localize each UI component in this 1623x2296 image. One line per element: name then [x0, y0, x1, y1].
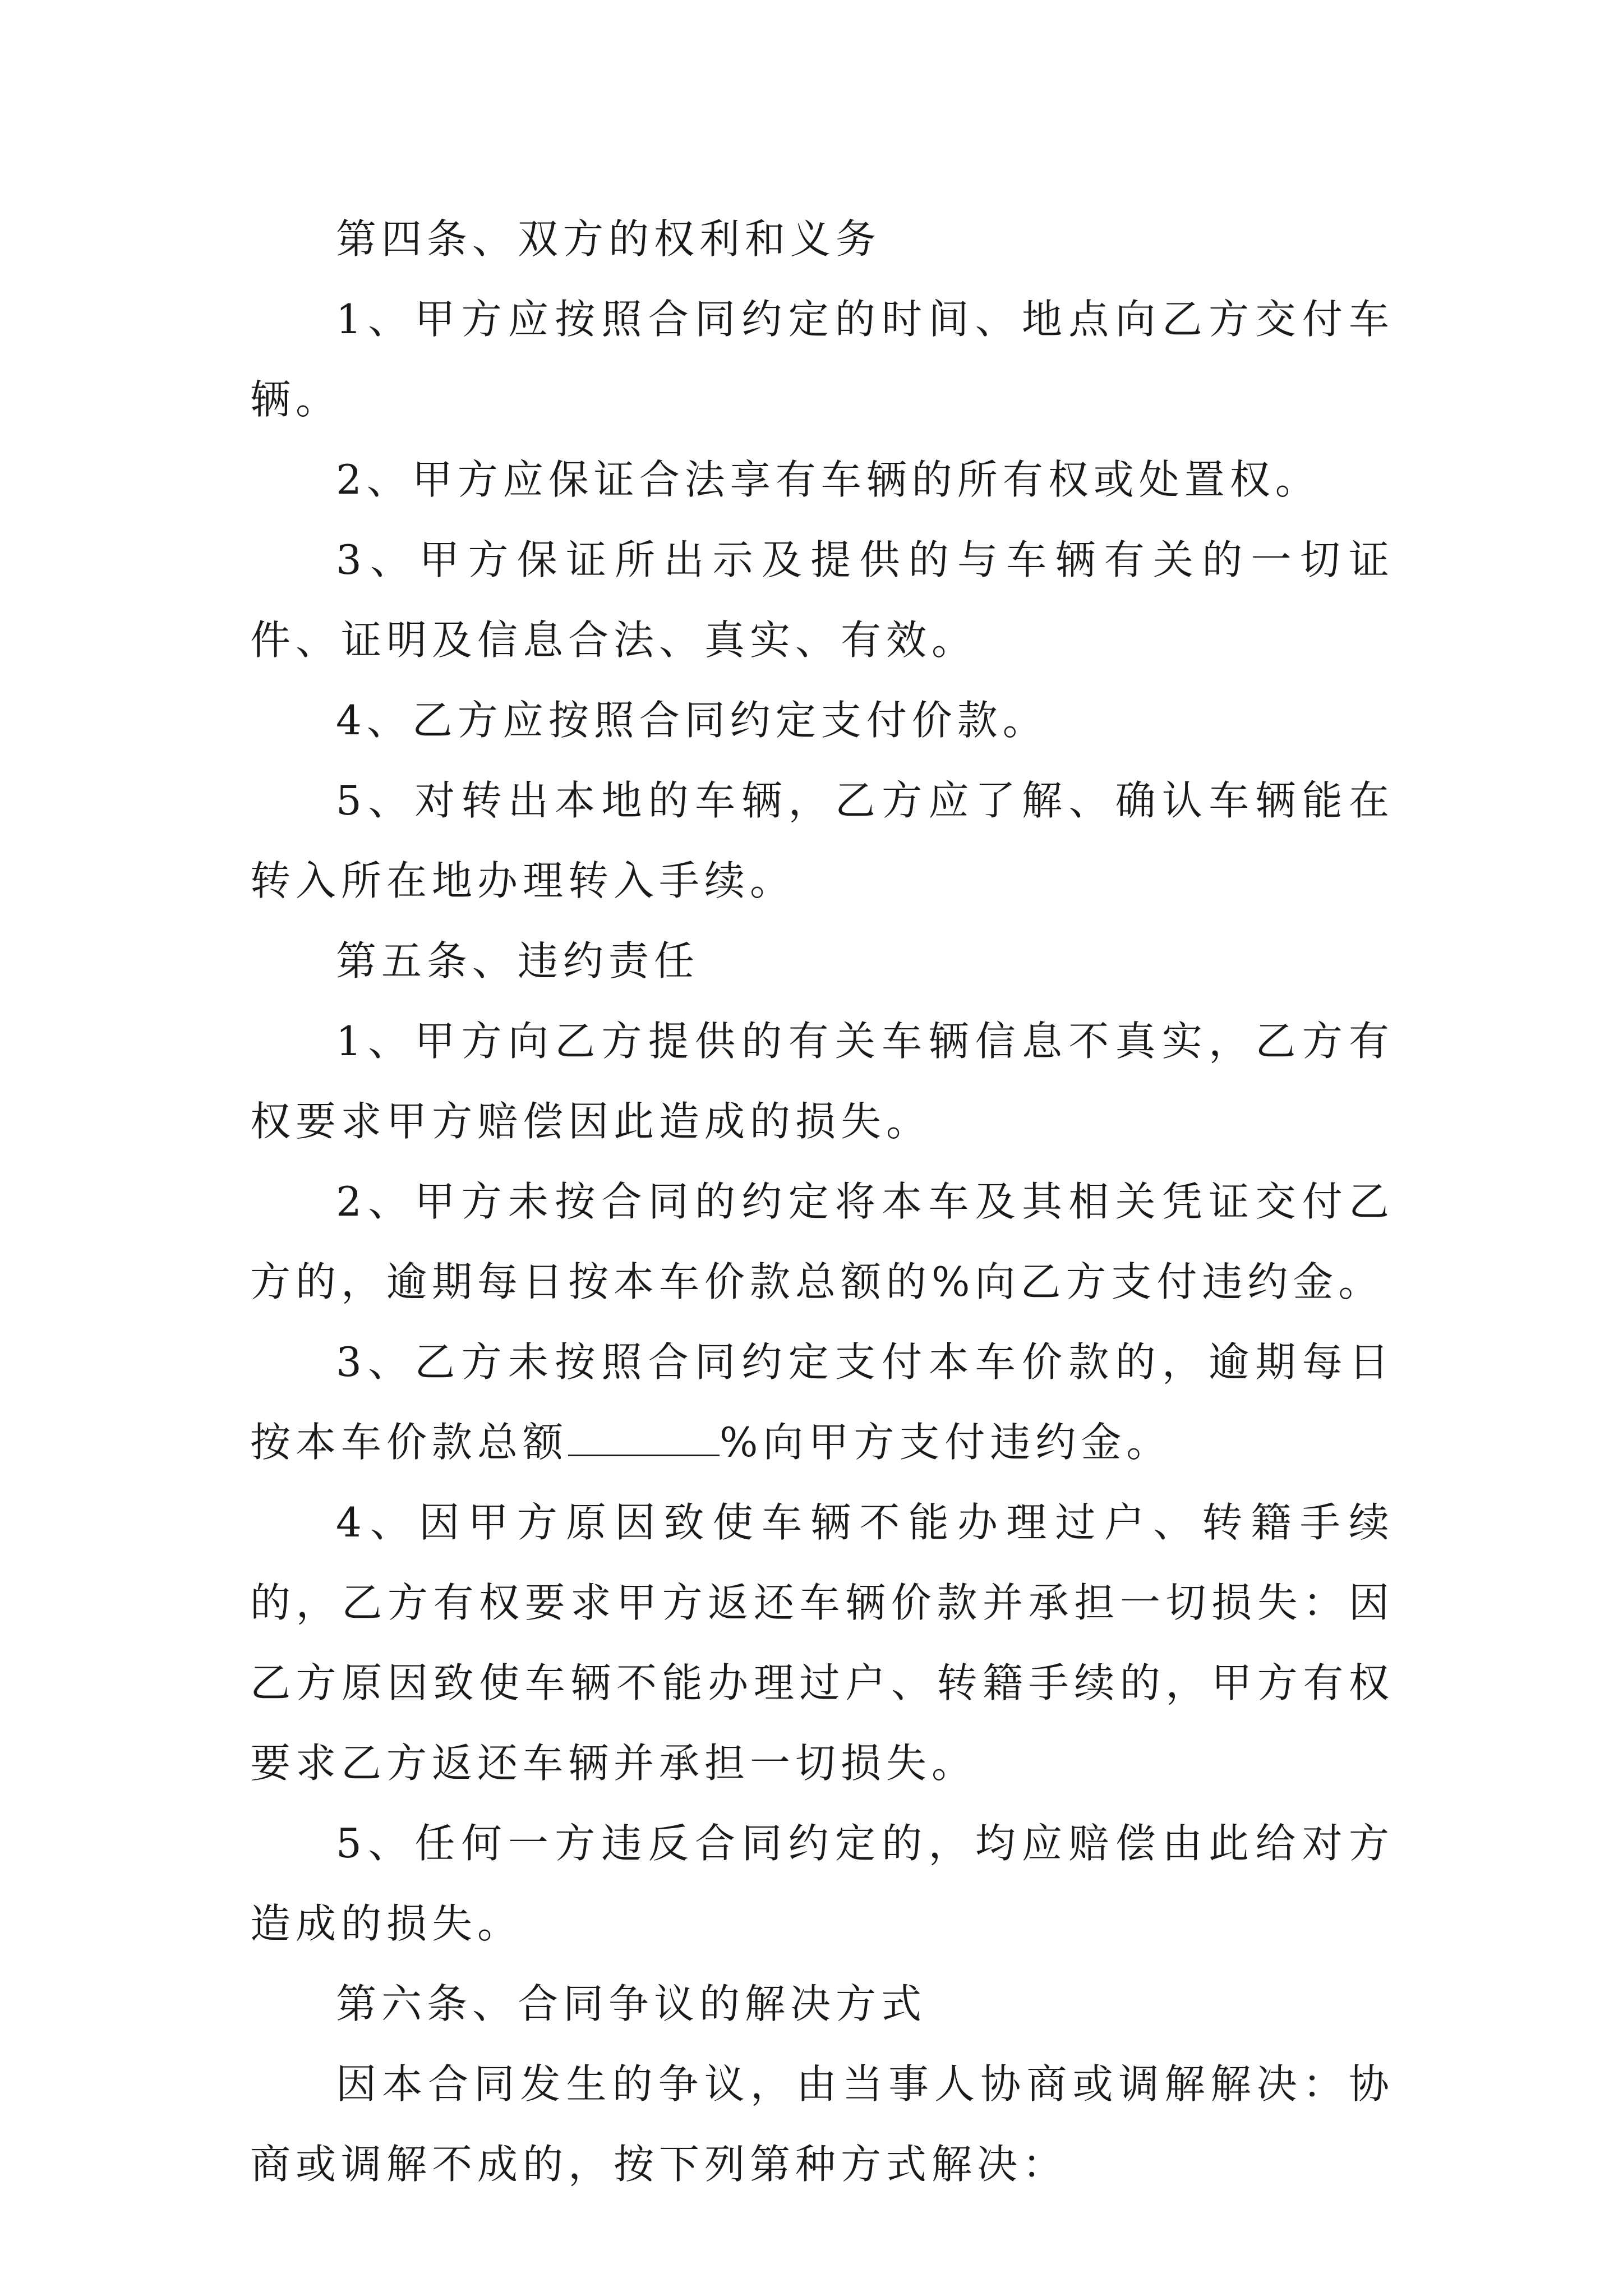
article-5-item-2: 2、甲方未按合同的约定将本车及其相关凭证交付乙方的，逾期每日按本车价款总额的%向乙方支付违约金。	[250, 1178, 1394, 1305]
article-5-item-3-text-before: 3、乙方未按照合同约定支付本车价款的，逾期每日按本车价款总额	[250, 1338, 1394, 1466]
article-5-title: 第五条、违约责任	[336, 937, 700, 984]
article-6-body: 因本合同发生的争议，由当事人协商或调解解决：协商或调解不成的，按下列第种方式解决：	[250, 2060, 1394, 2188]
fill-in-blank	[568, 1422, 720, 1456]
article-5-item-1: 1、甲方向乙方提供的有关车辆信息不真实，乙方有权要求甲方赔偿因此造成的损失。	[250, 1018, 1394, 1145]
article-4-item-4: 4、乙方应按照合同约定支付价款。	[336, 697, 1048, 744]
article-4-item-2: 2、甲方应保证合法享有车辆的所有权或处置权。	[336, 456, 1321, 503]
article-6-title: 第六条、合同争议的解决方式	[336, 1980, 927, 2027]
document-body	[250, 199, 1394, 2205]
article-4-item-3: 3、甲方保证所出示及提供的与车辆有关的一切证件、证明及信息合法、真实、有效。	[250, 536, 1394, 664]
article-4-item-5: 5、对转出本地的车辆，乙方应了解、确认车辆能在转入所在地办理转入手续。	[250, 777, 1394, 904]
article-4-title: 第四条、双方的权利和义务	[336, 215, 882, 263]
article-5-item-4: 4、因甲方原因致使车辆不能办理过户、转籍手续的，乙方有权要求甲方返还车辆价款并承担一切损失：因乙方原因致使车辆不能办理过户、转籍手续的，甲方有权要求乙方返还车辆并承担一切损失。	[250, 1499, 1394, 1787]
article-5-item-5: 5、任何一方违反合同约定的，均应赔偿由此给对方造成的损失。	[250, 1820, 1394, 1947]
article-5-item-3	[250, 1322, 1394, 1483]
article-5-item-3-text-after: %向甲方支付违约金。	[720, 1419, 1172, 1466]
article-4-item-1: 1、甲方应按照合同约定的时间、地点向乙方交付车辆。	[250, 296, 1394, 423]
